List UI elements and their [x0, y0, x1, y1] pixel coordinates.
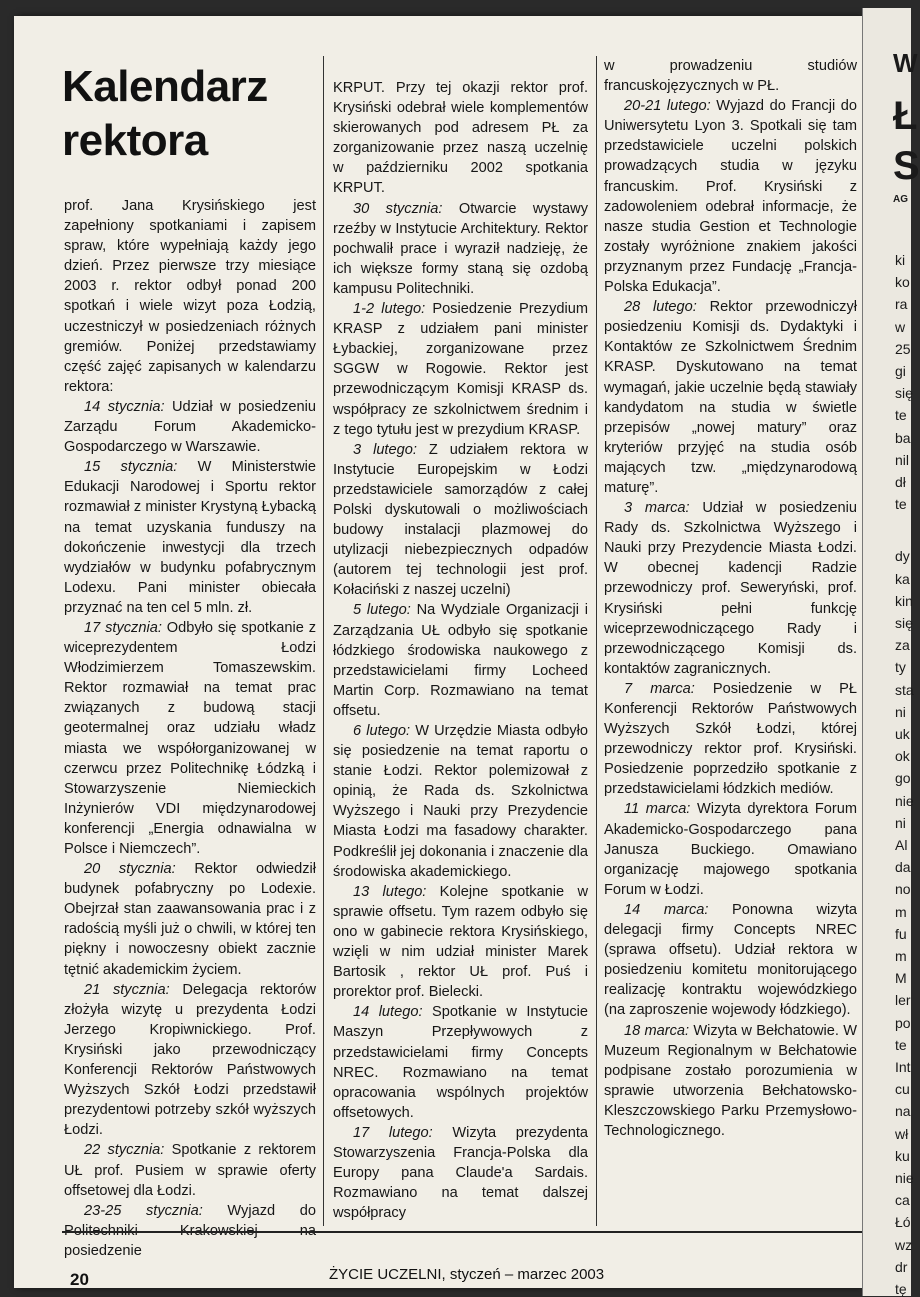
- calendar-entry: [64, 980, 316, 1141]
- entry-date: 13 lutego:: [353, 883, 427, 900]
- entry-date: 14 lutego:: [353, 1004, 423, 1021]
- next-page-text-fragment: ki: [895, 252, 906, 268]
- footer-rule: [62, 1231, 862, 1233]
- entry-text: Wizyta w Bełchatowie. W Muzeum Regionalnym w Bełchatowie podpisane zostało porozumienia w sprawie utworzenia Bełchatowsko-Kleszczowskiego Parku Przemysłowo-Technologicznego.: [604, 1022, 858, 1139]
- magazine-page: [14, 16, 862, 1288]
- next-page-text-fragment: po: [895, 1014, 911, 1031]
- next-page-text-fragment: nie: [895, 1170, 914, 1186]
- next-page-text-fragment: ni: [895, 814, 906, 831]
- calendar-entry: [64, 1140, 316, 1200]
- article-column-3: [604, 56, 857, 1224]
- entry-date: 22 stycznia:: [84, 1142, 165, 1159]
- calendar-entry: [604, 1021, 857, 1142]
- next-page-text-fragment: ni: [895, 703, 906, 720]
- entry-date: 1-2 lutego:: [353, 301, 426, 318]
- entry-text: Otwarcie wystawy rzeźby w Instytucie Architektury. Rektor pochwalił prace i wyraził nadzieję, że ich większe formy staną się ozdobą kampusu Politechniki.: [333, 200, 589, 297]
- issue-date: styczeń – marzec 2003: [449, 1266, 605, 1283]
- calendar-entry: [604, 900, 857, 1021]
- next-page-text-fragment: na: [895, 1103, 911, 1120]
- next-page-text-fragment: ra: [895, 296, 908, 313]
- page-number: 20: [70, 1270, 89, 1289]
- next-page-text-fragment: w: [895, 318, 906, 335]
- next-page-text-fragment: m: [895, 903, 907, 920]
- next-page-text-fragment: te: [895, 496, 907, 513]
- entry-date: 6 lutego:: [353, 723, 411, 739]
- next-page-text-fragment: ba: [895, 429, 911, 446]
- entry-date: 30 stycznia:: [353, 200, 443, 217]
- next-page-text-fragment: gi: [895, 363, 906, 379]
- entry-text: Spotkanie z rektorem UŁ prof. Pusiem w sprawie oferty offsetowej dla Łodzi.: [64, 1142, 316, 1199]
- calendar-entry: [333, 882, 588, 1003]
- next-page-text-fragment: ler: [895, 992, 911, 1009]
- calendar-entry: [333, 600, 588, 721]
- next-page-text-fragment: wz: [895, 1236, 913, 1253]
- next-page-text-fragment: ca: [895, 1192, 910, 1209]
- entry-date: 14 marca:: [624, 901, 709, 918]
- calendar-entry: [333, 1002, 588, 1123]
- entry-date: 28 lutego:: [624, 299, 697, 316]
- next-page-text-fragment: Int: [895, 1059, 911, 1075]
- entry-text: Rektor odwiedził budynek pofabryczny po Lodexie. Obejrzał stan zaawansowania prac i z radością myśli już o chwili, w której ten piękny i nowoczesny obiekt zacznie tętnić akademickim życiem.: [64, 861, 317, 978]
- next-page-text-fragment: dł: [895, 474, 906, 490]
- calendar-entry: [604, 297, 857, 498]
- entry-date: 11 marca:: [624, 801, 691, 818]
- entry-text: Rektor przewodniczył posiedzeniu Komisji ds. Dydaktyki i Kontaktów ze Szkolnictwem Średnim KRASP. Dyskutowano na temat wymagań, jakie uczelnie będą stawiały kandydatom na studia w świetle przepisów „nowej matury” oraz kryteriów przyjęć na studia osób mających tzw. „międzynarodową maturę”.: [604, 299, 858, 496]
- entry-date: 3 marca:: [624, 500, 690, 517]
- article-column-2: [333, 78, 588, 1224]
- entry-text: Wizyta prezydenta Stowarzyszenia Francja-Polska dla Europy pana Claude'a Sardais. Rozmawiano na temat dalszej współpracy: [333, 1124, 588, 1222]
- entry-date: 21 stycznia:: [84, 981, 170, 998]
- entry-date: 5 lutego:: [353, 602, 411, 619]
- entry-text: Odbyło się spotkanie z wiceprezydentem Łodzi Włodzimierzem Tomaszewskim. Rektor rozmawiał na temat prac związanych z budową stacji geotermalnej oraz udziału władz miasta we współorganizowanej w czerwcu przez Politechnikę Łódzką i Stowarzyszenie Niemieckich Inżynierów VDI międzynarodowej konferencji „Energia odnawialna w Polsce i Niemczech”.: [64, 619, 316, 857]
- next-page-text-fragment: cu: [895, 1081, 910, 1098]
- entry-date: 7 marca:: [624, 680, 695, 697]
- continued-text: KRPUT. Przy tej okazji rektor prof. Krysiński odebrał wiele komplementów skierowanych pod adresem PŁ za zorganizowanie przez naszą uczelnię w październiku 2002 spotkania KRPUT.: [333, 80, 588, 197]
- next-page-text-fragment: nie: [895, 792, 914, 809]
- next-page-text-fragment: kin: [895, 592, 913, 609]
- next-page-text-fragment: te: [895, 1036, 907, 1053]
- calendar-entry: [604, 498, 857, 679]
- entry-text: Spotkanie w Instytucie Maszyn Przepływowych z przedstawicielami firmy Concepts NREC. Rozmawiano na temat opracowania wspólnych projektów offsetowych.: [333, 1004, 588, 1121]
- entry-text: Ponowna wizyta delegacji firmy Concepts NREC (sprawa offsetu). Udział rektora w posiedzeniu komitetu monitorującego realizację kontraktu wojewódzkiego (na zaproszenie wojewody łódzkiego).: [604, 901, 857, 1019]
- next-page-text-fragment: ty: [895, 659, 906, 676]
- publication-name: ŻYCIE UCZELNI,: [329, 1266, 446, 1283]
- continued-text: w prowadzeniu studiów francuskojęzycznych w PŁ.: [604, 58, 857, 95]
- next-page-text-fragment: no: [895, 881, 911, 898]
- next-page-text-fragment: Al: [895, 837, 908, 853]
- calendar-entry: [333, 199, 588, 299]
- article-intro: prof. Jana Krysińskiego jest zapełniony spotkaniami i zapisem spraw, które wypełniają każdy jego dzień. Przez pierwsze trzy miesiące 2003 r. rektor odbył ponad 200 spotkań i wiele wizyt poza Łodzią, uczestniczył w posiedzeniach różnych gremiów. Poniżej przedstawiamy część zajęć zapisanych w kalendarzu rektora:: [64, 198, 316, 395]
- calendar-entry: [333, 299, 588, 440]
- calendar-entry: [333, 721, 588, 882]
- next-page-text-fragment: uk: [895, 726, 910, 742]
- next-page-heading-fragment: S: [893, 144, 920, 188]
- next-page-text-fragment: Łó: [895, 1214, 911, 1231]
- entry-date: 17 stycznia:: [84, 619, 162, 636]
- entry-text: Posiedzenie Prezydium KRASP z udziałem pani minister Łybackiej, zorganizowane przez SGGW w Rogowie. Rektor jest przewodniczącym Komisji KRASP ds. współpracy ze szkolnictwem średnim i z tego tytułu jest w prezydium KRASP.: [333, 301, 588, 438]
- next-page-text-fragment: ka: [895, 570, 910, 587]
- column-divider: [596, 56, 597, 1226]
- article-title: Kalendarz rektora: [62, 62, 268, 165]
- calendar-entry: [64, 618, 316, 859]
- next-page-text-fragment: M: [895, 970, 907, 987]
- next-page-text-fragment: da: [895, 859, 911, 876]
- next-page-text-fragment: sta: [895, 681, 914, 698]
- entry-text: Delegacja rektorów złożyła wizytę u prezydenta Łodzi Jerzego Kropiwnickiego. Prof. Krysiński jako przewodniczący Konferencji Rektorów Państwowych Wyższych Szkół Łodzi przedstawił prezydentowi potrzeby szkół wyższych Łodzi.: [64, 981, 316, 1139]
- next-page-text-fragment: dy: [895, 548, 910, 565]
- calendar-entry: [64, 457, 316, 618]
- entry-text: Na Wydziale Organizacji i Zarządzania UŁ odbyło się spotkanie łódzkiego środowiska naukowego z przedstawicielami firmy Locheed Martin Corp. Rozmawiano na temat offsetu.: [333, 602, 589, 719]
- entry-date: 15 stycznia:: [84, 459, 178, 476]
- entry-text: W Ministerstwie Edukacji Narodowej i Sportu rektor rozmawiał z minister Krystyną Łybacką na temat uzyskania funduszy na dokończenie inwestycji dla trzech wydziałów w budynku pofabrycznym Lodexu. Pani minister obiecała przyznać na ten cel 5 mln. zł.: [64, 459, 317, 616]
- entry-date: 18 marca:: [624, 1022, 690, 1039]
- entry-text: Wyjazd do Francji do Uniwersytetu Lyon 3. Spotkali się tam przedstawiciele uczelni polskich prowadzących studia w języku francuskim. Prof. Krysiński z zadowoleniem odebrał informacje, że nasze studia Gestion et Technologie zostały wyróżnione znakiem jakości przyznanym przez Fundację „Francja-Polska Edukacja”.: [604, 98, 857, 296]
- next-page-tag: AG: [893, 194, 908, 205]
- entry-date: 23-25 stycznia:: [84, 1202, 203, 1219]
- entry-text: Posiedzenie w PŁ Konferencji Rektorów Państwowych Wyższych Szkół Łodzi, której przewodniczy rektor prof. Krysiński. Posiedzenie poprzedziło spotkanie z przedstawicielami łódzkich mediów.: [604, 680, 857, 798]
- next-page-text-fragment: tę: [895, 1281, 907, 1297]
- next-page-text-fragment: wł: [895, 1125, 909, 1142]
- calendar-entry: [604, 96, 857, 297]
- calendar-entry: [333, 440, 588, 601]
- entry-text: Udział w posiedzeniu Zarządu Forum Akademicko-Gospodarczego w Warszawie.: [64, 398, 317, 456]
- next-page-text-fragment: się: [895, 385, 913, 402]
- article-column-1: [64, 196, 317, 1259]
- running-footer: [329, 1266, 604, 1283]
- entry-text: Kolejne spotkanie w sprawie offsetu. Tym razem odbyło się ono w gabinecie rektora Krysińskiego, wzięli w nim udział minister Marek Bartosik , rektor UŁ prof. Puś i prorektor prof. Bielecki.: [333, 883, 589, 1001]
- entry-text: Wyjazd do Politechniki Krakowskiej na posiedzenie: [64, 1202, 316, 1259]
- entry-text: Z udziałem rektora w Instytucie Europejskim w Łodzi przedstawiciele samorządów z całej Polski dyskutowali o możliwościach budowy instalacji plazmowej do utylizacji niebezpiecznych odpadów (autorem tej technologii jest prof. Kołaciński z naszej uczelni): [333, 441, 588, 599]
- calendar-entry: [604, 679, 857, 800]
- next-page-text-fragment: ko: [895, 274, 910, 291]
- next-page-heading-fragment: Ł: [893, 94, 918, 138]
- calendar-entry: [604, 799, 857, 899]
- next-page-heading-fragment: W: [893, 48, 918, 78]
- entry-date: 20-21 lutego:: [624, 98, 711, 115]
- next-page-edge: [862, 8, 920, 1297]
- next-page-text-fragment: m: [895, 948, 907, 964]
- entry-text: Wizyta dyrektora Forum Akademicko-Gospodarczego pana Janusza Buckiego. Omawiano organizację majowego spotkania Forum w Łodzi.: [604, 801, 857, 898]
- next-page-text-fragment: się: [895, 615, 913, 631]
- next-page-text-fragment: te: [895, 407, 907, 424]
- column-divider: [323, 56, 324, 1226]
- next-page-text-fragment: ku: [895, 1147, 910, 1164]
- entry-text: Udział w posiedzeniu Rady ds. Szkolnictwa Wyższego i Nauki przy Prezydencie Miasta Łodzi. W obecnej kadencji Radzie przewodniczy prof. Seweryński, prof. Krysiński pełni funkcję wiceprzewodniczącego Rady i przewodniczącego Komisji ds. kontaktów zagranicznych.: [604, 500, 857, 677]
- next-page-text-fragment: fu: [895, 925, 907, 942]
- next-page-text-fragment: dr: [895, 1258, 908, 1275]
- next-page-text-fragment: nil: [895, 451, 910, 468]
- entry-date: 3 lutego:: [353, 441, 417, 458]
- next-page-text-fragment: 25: [895, 340, 911, 357]
- entry-date: 17 lutego:: [353, 1124, 433, 1141]
- entry-date: 14 stycznia:: [84, 398, 165, 415]
- entry-text: W Urzędzie Miasta odbyło się posiedzenie na temat raportu o stanie Łodzi. Rektor polemizował z opinią, że Rada ds. Szkolnictwa Wyższego i Nauki przy Prezydencie Miasta Łodzi ma fasadowy charakter. Podkreślił jej dokonania i znaczenie dla środowiska akademickiego.: [333, 723, 588, 880]
- calendar-entry: [333, 1123, 588, 1223]
- entry-date: 20 stycznia:: [84, 861, 176, 878]
- next-page-text-fragment: ok: [895, 748, 910, 765]
- next-page-text-fragment: go: [895, 770, 911, 787]
- next-page-text-fragment: za: [895, 637, 910, 654]
- calendar-entry: [64, 859, 316, 980]
- calendar-entry: [64, 397, 316, 457]
